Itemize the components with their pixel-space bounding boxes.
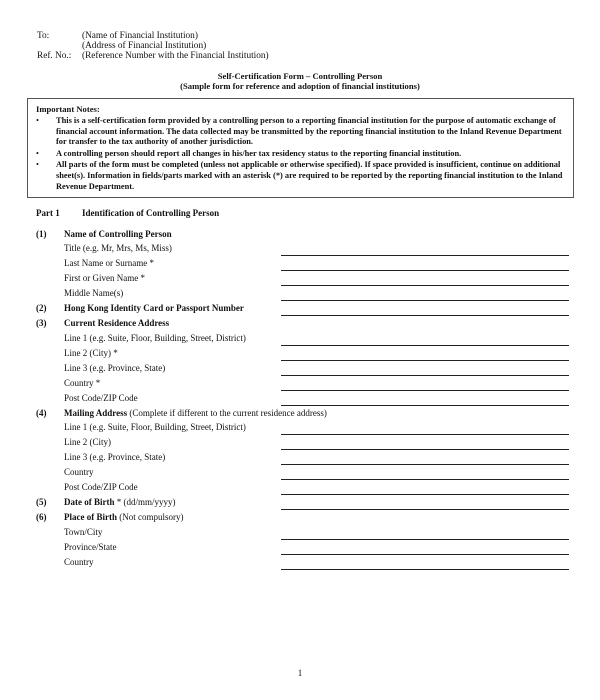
section-number: (3) bbox=[36, 318, 47, 328]
field-label-province: Province/State bbox=[64, 542, 117, 552]
institution-address: (Address of Financial Institution) bbox=[82, 41, 207, 51]
field-label-mail-line1: Line 1 (e.g. Suite, Floor, Building, Street, District) bbox=[64, 422, 246, 432]
mail-line1-input-line[interactable] bbox=[281, 434, 569, 435]
town-input-line[interactable] bbox=[281, 539, 569, 540]
notes-list bbox=[28, 116, 573, 193]
field-label-res-line1: Line 1 (e.g. Suite, Floor, Building, Street, District) bbox=[64, 333, 246, 343]
field-label-mail-country: Country bbox=[64, 467, 94, 477]
birth-country-input-line[interactable] bbox=[281, 569, 569, 570]
note-item: • A controlling person should report all changes in his/her tax residency status to the reporting financial institution. bbox=[36, 148, 462, 158]
province-input-line[interactable] bbox=[281, 554, 569, 555]
mail-line2-input-line[interactable] bbox=[281, 449, 569, 450]
section-title-id: Hong Kong Identity Card or Passport Number bbox=[64, 303, 244, 313]
section-number: (1) bbox=[36, 229, 47, 239]
middle-name-input-line[interactable] bbox=[281, 300, 569, 301]
res-country-input-line[interactable] bbox=[281, 390, 569, 391]
section-title-pob: Place of Birth (Not compulsory) bbox=[64, 512, 184, 522]
notes-heading: Important Notes: bbox=[36, 104, 100, 114]
bullet-icon: • bbox=[36, 116, 39, 125]
section-title-dob: Date of Birth * (dd/mm/yyyy) bbox=[64, 497, 176, 507]
first-name-input-line[interactable] bbox=[281, 285, 569, 286]
section-number: (5) bbox=[36, 497, 47, 507]
field-label-birth-country: Country bbox=[64, 557, 94, 567]
note-item: • This is a self-certification form provided by a controlling person to a reporting financial institution for the purpose of automatic exchange of financial account information. The data collected may be transmitted by the reporting financial institution to the Inland Revenue Department for transfer to the tax authority of another jurisdiction. bbox=[36, 116, 562, 147]
field-label-middle-name: Middle Name(s) bbox=[64, 288, 124, 298]
bullet-icon: • bbox=[36, 148, 39, 158]
note-item: • All parts of the form must be completed (unless not applicable or otherwise specified). If space provided is insufficient, continue on additional sheet(s). Information in fields/parts marked with an asterisk (*) are required to be reported by the reporting financial institution to the Inland Revenue Department. bbox=[36, 160, 563, 191]
field-label-mail-line2: Line 2 (City) bbox=[64, 437, 111, 447]
res-line2-input-line[interactable] bbox=[281, 360, 569, 361]
ref-label: Ref. No.: bbox=[37, 51, 72, 61]
res-line1-input-line[interactable] bbox=[281, 345, 569, 346]
section-title-mailing: Mailing Address (Complete if different to the current residence address) bbox=[64, 408, 327, 418]
institution-name: (Name of Financial Institution) bbox=[82, 31, 198, 41]
form-title: Self-Certification Form – Controlling Person bbox=[217, 71, 383, 81]
important-notes-box bbox=[27, 98, 574, 198]
field-label-title: Title (e.g. Mr, Mrs, Ms, Miss) bbox=[64, 243, 172, 253]
to-label: To: bbox=[37, 31, 50, 41]
field-label-res-country: Country * bbox=[64, 378, 101, 388]
section-number: (4) bbox=[36, 408, 47, 418]
field-label-res-line2: Line 2 (City) * bbox=[64, 348, 118, 358]
res-line3-input-line[interactable] bbox=[281, 375, 569, 376]
field-label-town: Town/City bbox=[64, 527, 103, 537]
field-label-res-line3: Line 3 (e.g. Province, State) bbox=[64, 363, 166, 373]
section-title-residence: Current Residence Address bbox=[64, 318, 170, 328]
page-number: 1 bbox=[297, 668, 303, 678]
id-number-input-line[interactable] bbox=[281, 315, 569, 316]
title-input-line[interactable] bbox=[281, 255, 569, 256]
res-postcode-input-line[interactable] bbox=[281, 405, 569, 406]
field-label-res-postcode: Post Code/ZIP Code bbox=[64, 393, 138, 403]
dob-input-line[interactable] bbox=[281, 509, 569, 510]
mail-postcode-input-line[interactable] bbox=[281, 494, 569, 495]
section-title-name: Name of Controlling Person bbox=[64, 229, 172, 239]
part-label: Part 1 bbox=[36, 208, 60, 218]
bullet-icon: • bbox=[36, 160, 39, 170]
field-label-last-name: Last Name or Surname * bbox=[64, 258, 154, 268]
field-label-mail-postcode: Post Code/ZIP Code bbox=[64, 482, 138, 492]
part-title: Identification of Controlling Person bbox=[82, 208, 220, 218]
mail-country-input-line[interactable] bbox=[281, 479, 569, 480]
section-number: (2) bbox=[36, 303, 47, 313]
last-name-input-line[interactable] bbox=[281, 270, 569, 271]
ref-number: (Reference Number with the Financial Institution) bbox=[82, 51, 269, 61]
section-number: (6) bbox=[36, 512, 47, 522]
field-label-first-name: First or Given Name * bbox=[64, 273, 145, 283]
mail-line3-input-line[interactable] bbox=[281, 464, 569, 465]
field-label-mail-line3: Line 3 (e.g. Province, State) bbox=[64, 452, 166, 462]
form-subtitle: (Sample form for reference and adoption of financial institutions) bbox=[180, 81, 420, 91]
